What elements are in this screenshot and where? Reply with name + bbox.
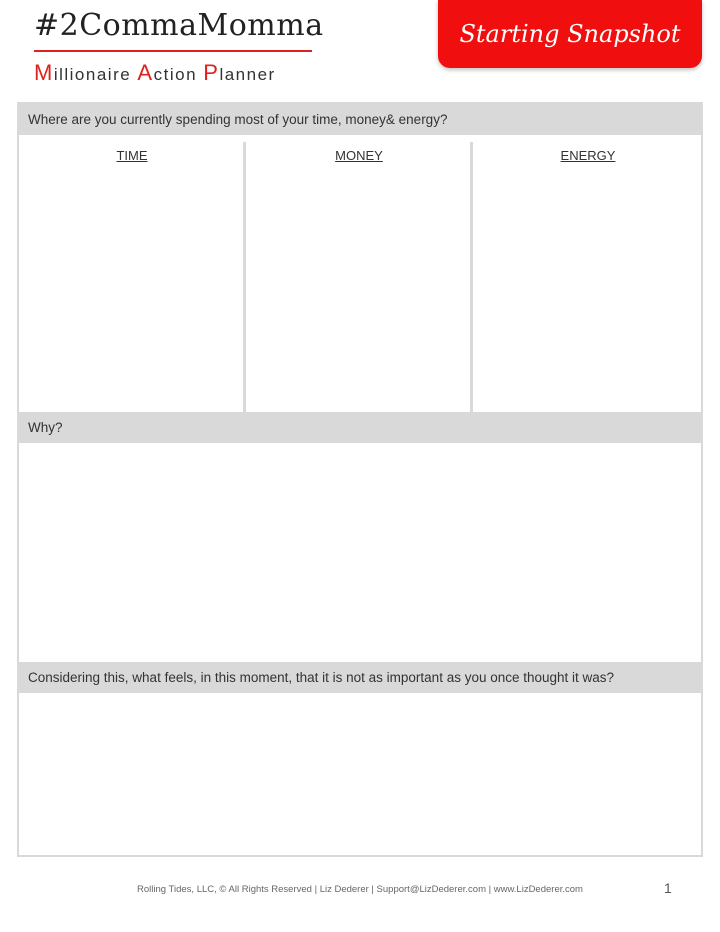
question-spending: Where are you currently spending most of your time, money& energy? (19, 104, 701, 135)
brand-sub-part-3: lanner (219, 65, 276, 84)
brand-name: #2CommaMomma (34, 8, 324, 43)
brand-subtitle (34, 60, 324, 86)
column-label-time: TIME (116, 148, 148, 163)
column-money (248, 142, 473, 412)
brand-logo (34, 8, 324, 86)
column-energy (475, 142, 701, 412)
section-tab: Starting Snapshot (438, 0, 702, 68)
question-not-important: Considering this, what feels, in this moment, that it is not as important as you once thought it was? (19, 662, 701, 693)
brand-sub-cap-m: M (34, 60, 54, 85)
brand-sub-cap-a: A (137, 60, 154, 85)
column-label-money: MONEY (335, 148, 383, 163)
footer-text: Rolling Tides, LLC, © All Rights Reserved | Liz Dederer | Support@LizDederer.com | www.LizDederer.com (137, 884, 583, 895)
page-number: 1 (664, 880, 672, 896)
page-header (0, 0, 720, 100)
brand-rule (34, 50, 312, 52)
column-label-energy: ENERGY (560, 148, 616, 163)
question-why: Why? (19, 412, 701, 443)
brand-sub-part-2: ction (153, 65, 204, 84)
brand-sub-cap-p: P (203, 60, 220, 85)
column-time (21, 142, 246, 412)
worksheet (17, 102, 703, 857)
answer-area-not-important[interactable] (19, 693, 701, 853)
answer-area-why[interactable] (19, 443, 701, 662)
brand-sub-part-1: illionaire (53, 65, 138, 84)
